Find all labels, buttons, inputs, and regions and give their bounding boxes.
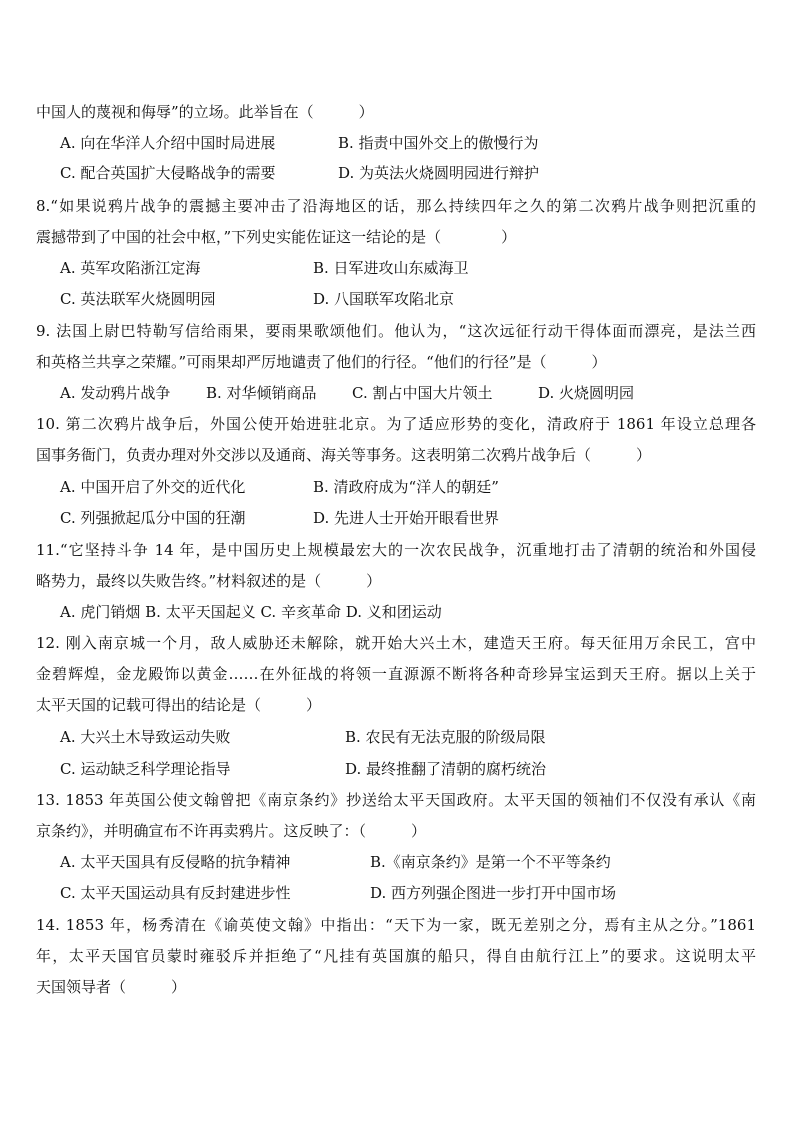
q9-option-c: C. 割占中国大片领土 bbox=[352, 384, 493, 402]
q12-stem-line-3: 太平天国的记载可得出的结论是（ ） bbox=[36, 696, 322, 714]
q13-option-b: B.《南京条约》是第一个不平等条约 bbox=[370, 853, 611, 871]
q9-option-b: B. 对华倾销商品 bbox=[206, 384, 317, 402]
q12-option-d: D. 最终推翻了清朝的腐朽统治 bbox=[345, 760, 547, 778]
q8-stem-line-1: 8.“如果说鸦片战争的震撼主要冲击了沿海地区的话，那么持续四年之久的第二次鸦片战争则把沉重的 bbox=[36, 197, 756, 215]
q12-option-a: A. 大兴土木导致运动失败 bbox=[60, 728, 231, 746]
q12-stem-line-1: 12. 刚入南京城一个月，敌人威胁还未解除，就开始大兴土木，建造天王府。每天征用万余民工，宫中 bbox=[36, 634, 756, 652]
q8-stem-line-2: 震撼带到了中国的社会中枢，”下列史实能佐证这一结论的是（ ） bbox=[36, 228, 517, 246]
q9-option-a: A. 发动鸦片战争 bbox=[60, 384, 171, 402]
q11-stem-line-2: 略势力，最终以失败告终。”材料叙述的是（ ） bbox=[36, 572, 382, 590]
q10-option-b: B. 清政府成为“洋人的朝廷” bbox=[313, 478, 499, 496]
q10-stem-line-1: 10. 第二次鸦片战争后，外国公使开始进驻北京。为了适应形势的变化，清政府于 1861 年设立总理各 bbox=[36, 415, 756, 433]
q10-stem-line-2: 国事务衙门，负责办理对外交涉以及通商、海关等事务。这表明第二次鸦片战争后（ ） bbox=[36, 446, 652, 464]
q13-option-d: D. 西方列强企图进一步打开中国市场 bbox=[370, 884, 617, 902]
q14-stem-line-3: 天国领导者（ ） bbox=[36, 978, 187, 996]
q7-option-d: D. 为英法火烧圆明园进行辩护 bbox=[338, 164, 540, 182]
q10-option-c: C. 列强掀起瓜分中国的狂潮 bbox=[60, 509, 246, 527]
q13-stem-line-1: 13. 1853 年英国公使文翰曾把《南京条约》抄送给太平天国政府。太平天国的领袖们不仅没有承认《南 bbox=[36, 791, 756, 809]
q13-option-c: C. 太平天国运动具有反封建进步性 bbox=[60, 884, 291, 902]
q7-stem-continuation: 中国人的蔑视和侮辱”的立场。此举旨在（ ） bbox=[36, 103, 374, 121]
q12-option-c: C. 运动缺乏科学理论指导 bbox=[60, 760, 231, 778]
q8-option-a: A. 英军攻陷浙江定海 bbox=[60, 259, 201, 277]
q13-stem-line-2: 京条约》，并明确宣布不许再卖鸦片。这反映了：（ ） bbox=[36, 822, 427, 840]
q8-option-c: C. 英法联军火烧圆明园 bbox=[60, 290, 216, 308]
q10-option-a: A. 中国开启了外交的近代化 bbox=[60, 478, 246, 496]
q7-option-b: B. 指责中国外交上的傲慢行为 bbox=[338, 134, 539, 152]
q11-options-line: A. 虎门销烟 B. 太平天国起义 C. 辛亥革命 D. 义和团运动 bbox=[60, 603, 442, 621]
q11-stem-line-1: 11.“它坚持斗争 14 年，是中国历史上规模最宏大的一次农民战争，沉重地打击了清朝的统治和外国侵 bbox=[36, 541, 756, 559]
q9-stem-line-1: 9. 法国上尉巴特勒写信给雨果，要雨果歌颂他们。他认为，“这次远征行动干得体面而漂亮，是法兰西 bbox=[36, 322, 756, 340]
q12-option-b: B. 农民有无法克服的阶级局限 bbox=[345, 728, 546, 746]
q14-stem-line-1: 14. 1853 年，杨秀清在《谕英使文翰》中指出：“天下为一家，既无差别之分，焉有主从之分。”1861 bbox=[36, 916, 756, 934]
q7-option-a: A. 向在华洋人介绍中国时局进展 bbox=[60, 134, 276, 152]
q10-option-d: D. 先进人士开始开眼看世界 bbox=[313, 509, 500, 527]
q13-option-a: A. 太平天国具有反侵略的抗争精神 bbox=[60, 853, 291, 871]
q12-stem-line-2: 金碧辉煌，金龙殿饰以黄金……在外征战的将领一直源源不断将各种奇珍异宝运到天王府。据以上关于 bbox=[36, 665, 756, 683]
q7-option-c: C. 配合英国扩大侵略战争的需要 bbox=[60, 164, 276, 182]
q9-option-d: D. 火烧圆明园 bbox=[538, 384, 635, 402]
q8-option-b: B. 日军进攻山东威海卫 bbox=[313, 259, 469, 277]
q8-option-d: D. 八国联军攻陷北京 bbox=[313, 290, 455, 308]
q14-stem-line-2: 年，太平天国官员蒙时雍驳斥并拒绝了“凡挂有英国旗的船只，得自由航行江上”的要求。这说明太平 bbox=[36, 947, 756, 965]
q9-stem-line-2: 和英格兰共享之荣耀。”可雨果却严厉地谴责了他们的行径。“他们的行径”是（ ） bbox=[36, 353, 607, 371]
